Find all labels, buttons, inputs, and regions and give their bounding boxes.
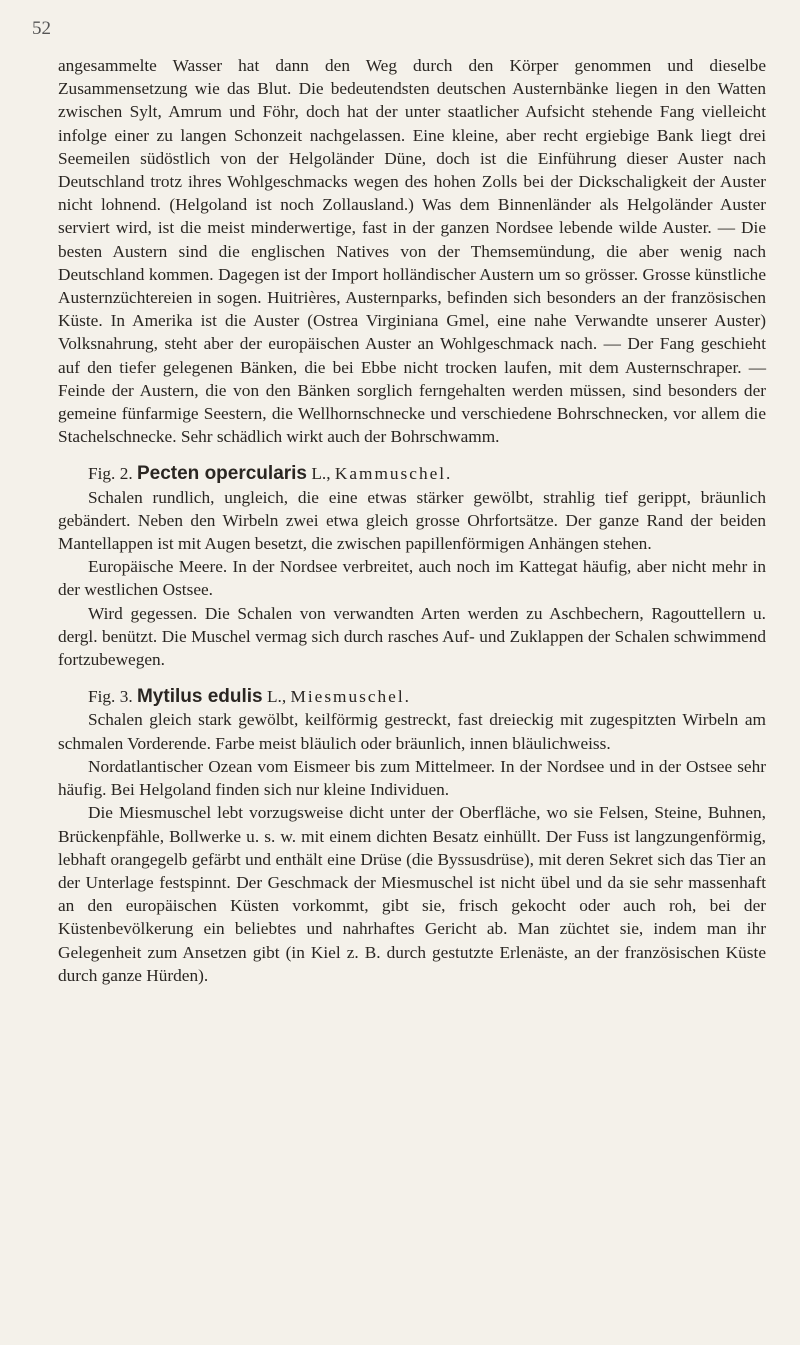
fig3-author: L., [266, 687, 287, 707]
fig2-common-name: Kammuschel. [334, 464, 453, 484]
fig2-species-name: Pecten opercularis [136, 463, 308, 485]
page-number: 52 [32, 18, 51, 39]
body-text [58, 54, 766, 987]
fig3-usage: Die Miesmuschel lebt vorzugsweise dicht unter der Oberfläche, wo sie Felsen, Steine, Buhnen, Brückenpfähle, Bollwerke u. s. w. mit einem dichten Besatz einhüllt. Der Fuss ist langzungenförmig, lebhaft orangegelb gefärbt und enthält eine Drüse (die Byssusdrüse), mit deren Sekret sich das Tier an der Unterlage festspinnt. Der Geschmack der Miesmuschel ist nicht übel und da sie sehr massenhaft an den europäischen Küsten vorkommt, gibt sie, frisch gekocht oder auch roh, bei der Küstenbevölkerung ein beliebtes und nahrhaftes Gericht ab. Man züchtet sie, indem man ihr Gelegenheit zum Ansetzen gibt (in Kiel z. B. durch gestutzte Erlenäste, an der französischen Küste durch ganze Hürden). [58, 803, 766, 985]
fig2-distribution: Europäische Meere. In der Nordsee verbreitet, auch noch im Kattegat häufig, aber nicht mehr in der westlichen Ostsee. [58, 557, 766, 600]
fig2-label: Fig. 2. [88, 464, 133, 484]
fig2-usage: Wird gegessen. Die Schalen von verwandten Arten werden zu Aschbechern, Ragouttellern u. dergl. benützt. Die Muschel vermag sich durch rasches Auf- und Zuklappen der Schalen schwimmend fortzubewegen. [58, 603, 766, 670]
fig3-heading [58, 685, 766, 708]
fig3-distribution: Nordatlantischer Ozean vom Eismeer bis zum Mittelmeer. In der Nordsee und in der Ostsee sehr häufig. Bei Helgoland finden sich nur kleine Individuen. [58, 756, 766, 800]
fig3-label: Fig. 3. [88, 687, 133, 707]
fig3-species-name: Mytilus edulis [136, 686, 263, 708]
fig2-author: L., [311, 464, 331, 484]
fig3-common-name: Miesmuschel. [290, 687, 411, 707]
fig2-description: Schalen rundlich, ungleich, die eine etwas stärker gewölbt, strahlig tief gerippt, bräunlich gebändert. Neben den Wirbeln zwei etwa gleich grosse Ohrfortsätze. Der ganze Rand der beiden Mantellappen ist mit Augen besetzt, die zwischen papillenförmigen Anhängen stehen. [58, 487, 766, 554]
paragraph-oyster: angesammelte Wasser hat dann den Weg durch den Körper genommen und dieselbe Zusammensetzung wie das Blut. Die bedeutendsten deutschen Austernbänke liegen in den Watten zwischen Sylt, Amrum und Föhr, doch hat der unter staatlicher Aufsicht stehende Fang vielleicht infolge einer zu langen Schonzeit nachgelassen. Eine kleine, aber recht ergiebige Bank liegt drei Seemeilen südöstlich von der Helgoländer Düne, doch ist die Einführung dieser Auster nach Deutschland trotz ihres Wohlgeschmacks wegen des hohen Zolls bei der Dickschaligkeit der Auster nicht lohnend. (Helgoland ist noch Zollausland.) Was dem Binnenländer als Helgoländer Auster serviert wird, ist die meist minderwertige, fast in der ganzen Nordsee lebende wilde Auster. — Die besten Austern sind die englischen Natives von der Themsemündung, die aber wenig nach Deutschland kommen. Dagegen ist der Import holländischer Austern um so grösser. Grosse künstliche Austernzüchtereien in sogen. Huitrières, Austernparks, befinden sich besonders an der französischen Küste. In Amerika ist die Auster (Ostrea Virginiana Gmel, eine nahe Verwandte unserer Auster) Volksnahrung, steht aber der europäischen Auster an Wohlgeschmack nach. — Der Fang geschieht auf den tiefer gelegenen Bänken, die bei Ebbe nicht trocken laufen, mit dem Austernschraper. — Feinde der Austern, die von den Bänken sorglich ferngehalten werden müssen, sind besonders der gemeine fünfarmige Seestern, die Wellhornschnecke und verschiedene Bohrschnecken, vor allem die Stachelschnecke. Sehr schädlich wirkt auch der Bohrschwamm. [58, 56, 766, 447]
fig2-heading [58, 462, 766, 485]
fig3-description: Schalen gleich stark gewölbt, keilförmig gestreckt, fast dreieckig mit zugespitzten Wirbeln am schmalen Vorderende. Farbe meist bläulich oder bräunlich, innen bläulichweiss. [58, 710, 766, 753]
